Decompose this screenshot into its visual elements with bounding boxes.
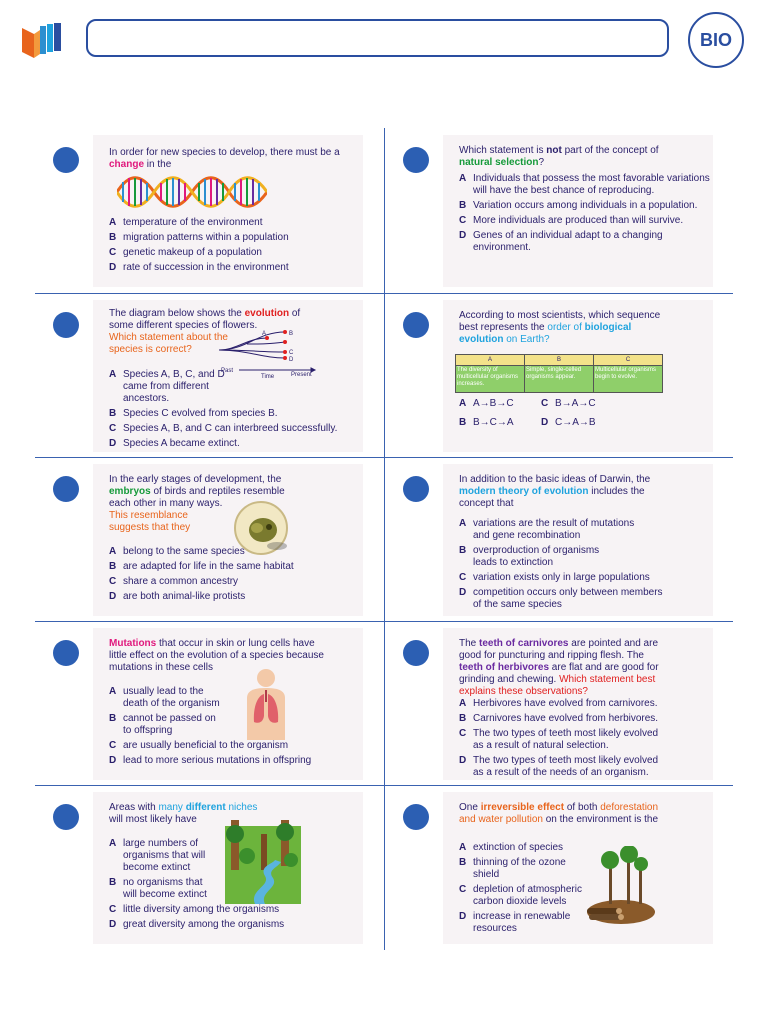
book-stack-icon — [20, 20, 66, 60]
answer-options — [109, 686, 364, 770]
question-card-7 — [35, 622, 384, 786]
option-a[interactable]: A extinction of species — [459, 842, 564, 853]
present-label: Present — [291, 372, 312, 378]
answer-options — [109, 546, 364, 606]
question-number-marker — [403, 312, 429, 338]
table-header: A — [456, 355, 525, 366]
answer-options — [459, 842, 589, 938]
option-c[interactable]: C variation exists only in large populations — [459, 572, 650, 583]
option-c[interactable]: C The two types of teeth most likely evolved as a result of natural selection. — [459, 728, 659, 751]
question-card-4 — [385, 294, 734, 458]
option-d[interactable]: D increase in renewable resources — [459, 911, 571, 934]
question-text: The diagram below shows the evolution of some different species of flowers. Which statement about the species is correct? — [109, 308, 301, 355]
option-a[interactable]: A large numbers of organisms that will become extinct — [109, 838, 206, 873]
option-a[interactable]: A variations are the result of mutations and gene recombination — [459, 518, 635, 541]
subject-badge: BIO — [688, 12, 744, 68]
option-d[interactable]: D Species A became extinct. — [109, 438, 240, 449]
table-header: C — [594, 355, 663, 366]
option-c[interactable]: C genetic makeup of a population — [109, 247, 262, 258]
option-a[interactable]: A Species A, B, C, and D came from different ancestors. — [109, 369, 225, 404]
option-c[interactable]: C Species A, B, and C can interbreed successfully. — [109, 423, 338, 434]
question-card-8 — [385, 622, 734, 786]
question-card-6 — [385, 458, 734, 622]
option-a[interactable]: A Herbivores have evolved from carnivores. — [459, 698, 658, 709]
past-label: Past — [221, 368, 234, 374]
option-d[interactable]: D Genes of an individual adapt to a changing environment. — [459, 230, 663, 253]
question-number-marker — [403, 804, 429, 830]
question-card-9 — [35, 786, 384, 950]
option-b[interactable]: B Carnivores have evolved from herbivores. — [459, 713, 659, 724]
question-card-2 — [385, 129, 734, 293]
option-c[interactable]: C depletion of atmospheric carbon dioxide levels — [459, 884, 582, 907]
option-b[interactable]: B are adapted for life in the same habitat — [109, 561, 294, 572]
option-d[interactable]: D are both animal-like protists — [109, 591, 246, 602]
question-number-marker — [53, 804, 79, 830]
question-text: According to most scientists, which sequence best represents the order of biological evolution on Earth? — [459, 310, 661, 345]
option-d[interactable]: D The two types of teeth most likely evolved as a result of the needs of an organism. — [459, 755, 659, 778]
answer-options — [459, 398, 714, 432]
option-b[interactable]: B B→C→A — [459, 417, 514, 428]
question-number-marker — [53, 312, 79, 338]
question-text: Mutations that occur in skin or lung cells have little effect on the evolution of a species because mutations in these cells — [109, 638, 324, 673]
deforestation-icon — [585, 846, 655, 931]
question-text: In the early stages of development, the embryos of birds and reptiles resemble each other in many ways. This resemblance suggests that they — [109, 474, 285, 533]
question-card-1 — [35, 129, 384, 293]
species-b-label: B — [289, 331, 294, 337]
question-number-marker — [53, 147, 79, 173]
option-b[interactable]: B migration patterns within a population — [109, 232, 289, 243]
question-card-3 — [35, 294, 384, 458]
option-c[interactable]: C More individuals are produced than will survive. — [459, 215, 684, 226]
option-d[interactable]: D competition occurs only between members of the same species — [459, 587, 663, 610]
option-d[interactable]: D C→A→B — [541, 417, 596, 428]
option-b[interactable]: B thinning of the ozone shield — [459, 857, 566, 880]
table-cell: The diversity of multicellular organisms increases. — [456, 366, 525, 393]
question-card-10 — [385, 786, 734, 950]
option-d[interactable]: D lead to more serious mutations in offspring — [109, 755, 312, 766]
option-a[interactable]: A usually lead to the death of the organism — [109, 686, 220, 709]
question-text: Which statement is not part of the concept of natural selection? — [459, 145, 659, 168]
option-c[interactable]: C B→A→C — [541, 398, 596, 409]
question-number-marker — [403, 640, 429, 666]
option-a[interactable]: A belong to the same species — [109, 546, 245, 557]
table-cell: Multicellular organisms begin to evolve. — [594, 366, 663, 393]
question-text: In addition to the basic ideas of Darwin, the modern theory of evolution includes the concept that — [459, 474, 651, 509]
answer-options — [459, 698, 669, 782]
option-b[interactable]: B Variation occurs among individuals in a population. — [459, 200, 698, 211]
option-d[interactable]: D rate of succession in the environment — [109, 262, 289, 273]
answer-options — [109, 369, 364, 453]
table-cell: Simple, single-celled organisms appear. — [525, 366, 594, 393]
species-c-label: C — [289, 350, 294, 356]
evolution-order-table — [455, 354, 663, 393]
question-text: Areas with many different niches will most likely have — [109, 802, 258, 825]
time-label: Time — [261, 374, 275, 380]
question-text: In order for new species to develop, there must be a change in the — [109, 147, 340, 170]
option-c[interactable]: C share a common ancestry — [109, 576, 239, 587]
question-card-5 — [35, 458, 384, 622]
answer-options — [109, 217, 364, 277]
answer-options — [459, 173, 714, 257]
option-c[interactable]: C are usually beneficial to the organism — [109, 740, 289, 751]
species-d-label: D — [289, 357, 294, 363]
question-text: One irreversible effect of both deforestation and water pollution on the environment is the — [459, 802, 659, 825]
option-d[interactable]: D great diversity among the organisms — [109, 919, 285, 930]
question-number-marker — [403, 476, 429, 502]
question-number-marker — [53, 640, 79, 666]
option-b[interactable]: B no organisms that will become extinct — [109, 877, 207, 900]
answer-options — [109, 838, 364, 934]
title-field[interactable] — [86, 19, 669, 57]
table-header: B — [525, 355, 594, 366]
option-b[interactable]: B overproduction of organisms leads to extinction — [459, 545, 600, 568]
species-a-label: A — [262, 331, 267, 337]
option-a[interactable]: A temperature of the environment — [109, 217, 263, 228]
question-number-marker — [53, 476, 79, 502]
option-a[interactable]: A A→B→C — [459, 398, 514, 409]
dna-helix-icon — [117, 173, 267, 216]
option-c[interactable]: C little diversity among the organisms — [109, 904, 280, 915]
answer-options — [459, 518, 669, 614]
option-b[interactable]: B Species C evolved from species B. — [109, 408, 278, 419]
question-text: The teeth of carnivores are pointed and are good for puncturing and ripping flesh. The teeth of herbivores are flat and are good for grinding and chewing. Which statement best explains these observations? — [459, 638, 659, 697]
option-a[interactable]: A Individuals that possess the most favorable variations will have the best chance of reproducing. — [459, 173, 710, 196]
question-number-marker — [403, 147, 429, 173]
option-b[interactable]: B cannot be passed on to offspring — [109, 713, 216, 736]
